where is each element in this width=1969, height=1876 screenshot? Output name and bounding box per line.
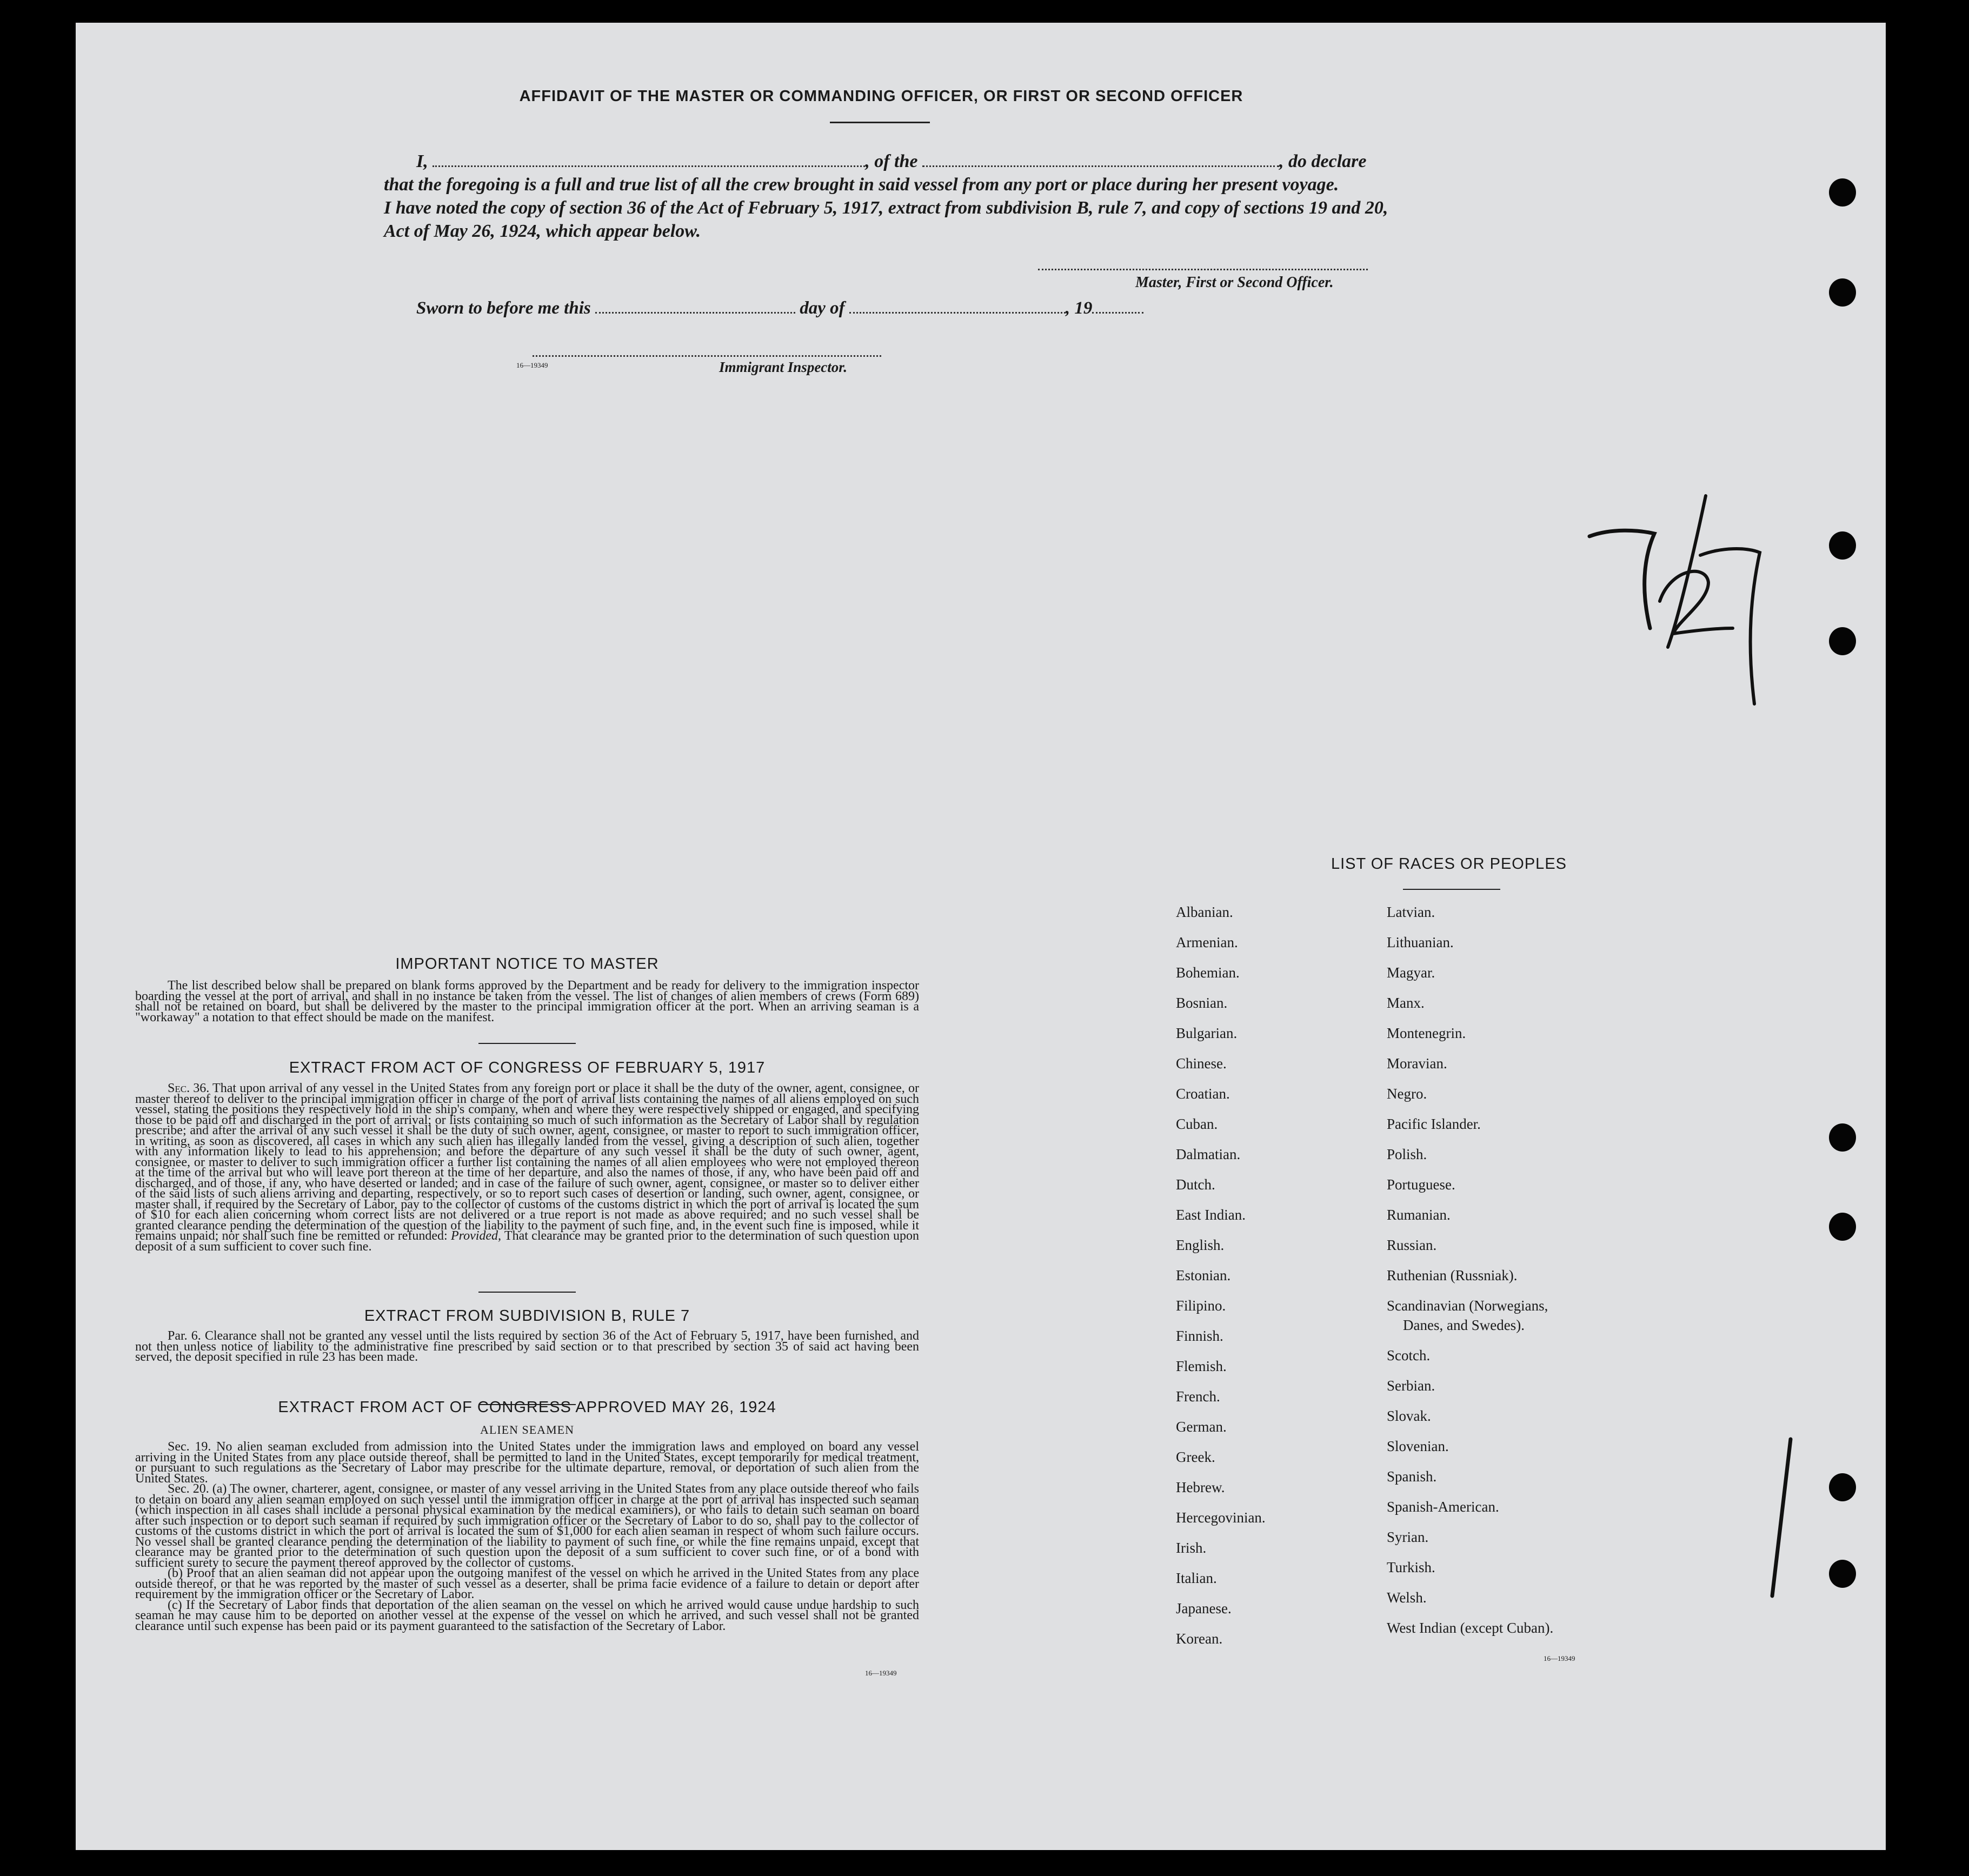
races-left-column xyxy=(1176,904,1266,1661)
race-item: Cuban. xyxy=(1176,1116,1218,1132)
handwritten-date xyxy=(1579,466,1773,715)
race-item: Rumanian. xyxy=(1387,1207,1451,1223)
race-item: Ruthenian (Russniak). xyxy=(1387,1267,1518,1283)
vessel-blank xyxy=(922,165,1279,167)
race-item: Serbian. xyxy=(1387,1378,1435,1394)
punch-hole xyxy=(1829,1560,1856,1588)
race-item: Estonian. xyxy=(1176,1267,1231,1283)
race-item: Turkish. xyxy=(1387,1559,1435,1575)
race-item: Scandinavian (Norwegians, xyxy=(1387,1298,1548,1314)
race-item: Scotch. xyxy=(1387,1347,1431,1363)
form-number-races: 16—19349 xyxy=(1544,1654,1575,1662)
race-item: Pacific Islander. xyxy=(1387,1116,1481,1132)
affidavit-line-1 xyxy=(384,150,1462,173)
race-item: German. xyxy=(1176,1419,1227,1435)
punch-hole xyxy=(1829,278,1856,307)
race-item: Armenian. xyxy=(1176,934,1238,950)
race-item: Magyar. xyxy=(1387,964,1435,981)
race-item: Chinese. xyxy=(1176,1055,1227,1072)
form-number-top: 16—19349 xyxy=(516,361,548,369)
race-item: Russian. xyxy=(1387,1237,1437,1253)
extract-1917-divider xyxy=(478,1292,576,1293)
race-item: Spanish. xyxy=(1387,1468,1437,1485)
alien-seamen-subtitle: ALIEN SEAMEN xyxy=(480,1423,574,1436)
race-item: Negro. xyxy=(1387,1086,1427,1102)
extract-1924-title: EXTRACT FROM ACT OF CONGRESS APPROVED MAY 26, 1924 xyxy=(278,1399,776,1416)
title-divider xyxy=(830,122,930,123)
notice-text: The list described below shall be prepared on blank forms approved by the Department and be ready for delivery to the immigration inspector boarding the vessel at the port of arrival, and shall in no instance be taken from the vessel. The list of changes of alien members of crews (Form 689) shall not be retained on board, but shall be delivered by the master to the principal immigration officer at the port. When an arriving seaman is a "workaway" a notation to that effect should be made on the manifest. xyxy=(135,979,919,1025)
races-title: LIST OF RACES OR PEOPLES xyxy=(1331,855,1567,873)
sec20b-text: (b) Proof that an alien seaman did not appear upon the outgoing manifest of the vessel on which he arrived in the United States from any place outside thereof, or that he was reported by the master of such vessel as a deserter, shall be prima facie evidence of a failure to detain or deport after requirement by the immigration officer or the Secretary of Labor. xyxy=(135,1566,919,1601)
sec20a-text: Sec. 20. (a) The owner, charterer, agent, consignee, or master of any vessel arriving in the United States from any place outside thereof who fails to detain on board any alien seaman employed on such vessel until the immigration officer in charge at the port of arrival has inspected such seaman (which inspection in all cases shall include a personal physical examination by the medical examiners), or who fails to detain such seaman on board after such inspection or to deport such seaman if required by such immigration officer or the Secretary of Labor to do so, shall pay to the collector of customs of the customs district in which the port of arrival is located the sum of $1,000 for each alien seaman in respect of whom such failure occurs. No vessel shall be granted clearance pending the determination of the liability to payment of such fine, or while the fine remains unpaid, except that clearance may be granted prior to the determination of such question upon the deposit of a sum sufficient to cover such fine, or of a bond with sufficient surety to secure the payment thereof approved by the collector of customs. xyxy=(135,1482,919,1570)
sworn-line xyxy=(416,298,1143,318)
affidavit-body xyxy=(384,150,1462,243)
races-right-column xyxy=(1387,904,1553,1650)
master-signature-line xyxy=(1038,269,1368,270)
race-item: Montenegrin. xyxy=(1387,1025,1466,1041)
punch-hole xyxy=(1829,1123,1856,1152)
race-item: Greek. xyxy=(1176,1449,1215,1465)
extract-1917-title: EXTRACT FROM ACT OF CONGRESS OF FEBRUARY 5, 1917 xyxy=(289,1059,766,1076)
affidavit-line-4: Act of May 26, 1924, which appear below. xyxy=(384,221,701,241)
race-item: Korean. xyxy=(1176,1631,1223,1647)
race-item: Japanese. xyxy=(1176,1600,1232,1616)
race-item: Albanian. xyxy=(1176,904,1233,920)
sec36-label: Sec. 36. xyxy=(168,1081,210,1095)
race-item: Dalmatian. xyxy=(1176,1146,1241,1162)
punch-hole xyxy=(1829,531,1856,560)
race-item: Bulgarian. xyxy=(1176,1025,1238,1041)
subdivision-b-title: EXTRACT FROM SUBDIVISION B, RULE 7 xyxy=(364,1307,690,1325)
race-item: Welsh. xyxy=(1387,1589,1427,1606)
inspector-signature-line xyxy=(533,355,881,357)
affidavit-of-the: , of the xyxy=(865,151,918,171)
punch-hole xyxy=(1829,178,1856,207)
race-item: Slovenian. xyxy=(1387,1438,1449,1454)
race-item: Spanish-American. xyxy=(1387,1499,1499,1515)
notice-title: IMPORTANT NOTICE TO MASTER xyxy=(395,955,659,973)
race-item: French. xyxy=(1176,1388,1220,1405)
month-blank xyxy=(849,312,1066,314)
race-item: Manx. xyxy=(1387,995,1425,1011)
form-number-bottom-left: 16—19349 xyxy=(865,1669,897,1677)
race-item: Irish. xyxy=(1176,1540,1207,1556)
punch-hole xyxy=(1829,1213,1856,1241)
race-item: East Indian. xyxy=(1176,1207,1246,1223)
race-item: Bohemian. xyxy=(1176,964,1240,981)
sec36-text: That upon arrival of any vessel in the United States from any foreign port or place it shall be the duty of the owner, agent, consignee, or master thereof to deliver to the principal immigration officer in charge of the port of arrival lists containing the names of all aliens employed on such vessel, stating the positions they respectively hold in the ship's company, when and where they were respectively shipped or engaged, and specifying those to be paid off and discharged in the port of arrival; or lists containing so much of such information as the Secretary of Labor shall by regulation prescribe; and after the arrival of any such vessel it shall be the duty of such owner, agent, consignee, or master to report to such immigration officer, in writing, as soon as discovered, all cases in which any such alien has illegally landed from the vessel, giving a description of such alien, together with any information likely to lead to his apprehension; and before the departure of any such vessel it shall be the duty of such owner, agent, consignee, or master to deliver to such immigration officer a further list containing the names of all alien employees who were not employed thereon at the time of the arrival but who will leave port thereon at the time of her departure, and also the names of those, if any, who have been paid off and discharged, and of those, if any, who have deserted or landed; and in case of the failure of such owner, agent, consignee, or master so to deliver either of the said lists of such aliens arriving and departing, respectively, or so to report such cases of desertion or landing, such owner, agent, consignee, or master shall, if required by the Secretary of Labor, pay to the collector of customs of the customs district in which the port of arrival is located the sum of $10 for each alien concerning whom correct lists are not delivered or a true report is not made as above required; and no such vessel shall be granted clearance pending the determination of the question of the liability to the payment of such fine, and, in the event such fine is imposed, while it remains unpaid; nor shall such fine be remitted or refunded: xyxy=(135,1081,919,1243)
sec36-text-end: That clearance may be granted prior to the determination of such question upon deposit of a sum sufficient to cover such fine. xyxy=(135,1229,920,1254)
master-label: Master, First or Second Officer. xyxy=(1135,274,1334,291)
handwritten-mark xyxy=(1762,1428,1806,1607)
affidavit-line-2: that the foregoing is a full and true list of all the crew brought in said vessel from any port or place during her present voyage. xyxy=(384,175,1339,195)
race-item: Flemish. xyxy=(1176,1358,1227,1374)
race-item: Finnish. xyxy=(1176,1328,1223,1344)
day-of-label: day of xyxy=(800,298,845,318)
races-divider xyxy=(1403,889,1500,890)
race-item: Bosnian. xyxy=(1176,995,1228,1011)
year-blank xyxy=(1092,312,1143,314)
sworn-day-blank xyxy=(595,312,795,314)
notice-divider xyxy=(478,1043,576,1044)
subdivision-b-text: Par. 6. Clearance shall not be granted any vessel until the lists required by section 36 of the Act of February 5, 1917, have been furnished, and not then unless notice of liability to the administrative fine prescribed by said section or to that prescribed by section 35 of said act having been served, the deposit specified in rule 23 has been made. xyxy=(135,1329,919,1364)
race-item: Lithuanian. xyxy=(1387,934,1454,950)
affidavit-title: AFFIDAVIT OF THE MASTER OR COMMANDING OFFICER, OR FIRST OR SECOND OFFICER xyxy=(519,88,1243,105)
race-item: Hebrew. xyxy=(1176,1479,1225,1495)
race-item: Moravian. xyxy=(1387,1055,1447,1072)
provided-label: Provided, xyxy=(450,1229,502,1243)
race-item: Polish. xyxy=(1387,1146,1427,1162)
affidavit-do-declare: , do declare xyxy=(1279,151,1367,171)
race-item: Latvian. xyxy=(1387,904,1435,920)
race-item: Croatian. xyxy=(1176,1086,1230,1102)
race-item: Syrian. xyxy=(1387,1529,1429,1545)
race-item: Italian. xyxy=(1176,1570,1217,1586)
extract-1924-body xyxy=(135,1442,919,1632)
year-label: , 19 xyxy=(1065,298,1093,318)
race-item: Slovak. xyxy=(1387,1408,1431,1424)
race-item: Danes, and Swedes). xyxy=(1403,1317,1525,1333)
name-blank xyxy=(433,165,865,167)
race-item: Hercegovinian. xyxy=(1176,1509,1266,1526)
affidavit-i: I, xyxy=(416,151,428,171)
punch-hole xyxy=(1829,627,1856,655)
sec19-text: Sec. 19. No alien seaman excluded from admission into the United States under the immigration laws and employed on board any vessel arriving in the United States from any place outside thereof, shall be permitted to land in the United States, except temporarily for medical treatment, or pursuant to such regulations as the Secretary of Labor may prescribe for the ultimate departure, removal, or deportation of such alien from the United States. xyxy=(135,1440,919,1486)
race-item: Filipino. xyxy=(1176,1298,1226,1314)
race-item: Portuguese. xyxy=(1387,1176,1455,1193)
form-page xyxy=(76,23,1886,1850)
sworn-label: Sworn to before me this xyxy=(416,298,591,318)
race-item: English. xyxy=(1176,1237,1225,1253)
punch-hole xyxy=(1829,1473,1856,1501)
sec20c-text: (c) If the Secretary of Labor finds that deportation of the alien seaman on the vessel on which he arrived would cause undue hardship to such seaman he may cause him to be deported on another vessel at the expense of the vessel on which he arrived, and such vessel shall not be granted clearance until such expense has been paid or its payment guaranteed to the satisfaction of the Secretary of Labor. xyxy=(135,1598,919,1633)
race-item: West Indian (except Cuban). xyxy=(1387,1620,1554,1636)
race-item: Dutch. xyxy=(1176,1176,1215,1193)
extract-1917-text xyxy=(135,1083,919,1252)
affidavit-line-3: I have noted the copy of section 36 of the Act of February 5, 1917, extract from subdivision B, rule 7, and copy of sections 19 and 20, xyxy=(384,198,1388,218)
inspector-label: Immigrant Inspector. xyxy=(719,359,848,375)
